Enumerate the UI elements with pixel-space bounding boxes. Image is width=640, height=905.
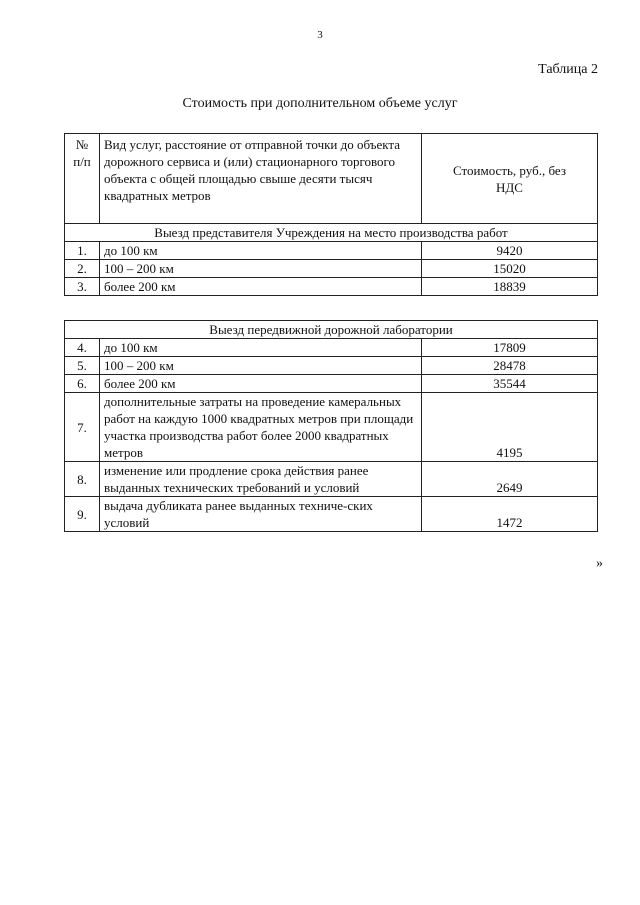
row-price: 4195 [422, 393, 598, 462]
section-row [65, 321, 598, 339]
table-header-row [65, 134, 598, 224]
pricing-table-1 [64, 133, 598, 296]
page-number: 3 [317, 29, 323, 41]
row-price: 18839 [422, 278, 598, 296]
pricing-table-2 [64, 320, 598, 532]
table-row [65, 339, 598, 357]
table-row [65, 375, 598, 393]
row-price: 1472 [422, 497, 598, 532]
section-row [65, 224, 598, 242]
table-row [65, 260, 598, 278]
row-description: изменение или продление срока действия ранее выданных технических требований и условий [100, 462, 422, 497]
row-description: 100 – 200 км [100, 357, 422, 375]
row-number: 4. [65, 339, 100, 357]
row-price: 35544 [422, 375, 598, 393]
row-description: более 200 км [100, 375, 422, 393]
row-price: 28478 [422, 357, 598, 375]
header-price-cell [422, 134, 598, 224]
row-description: более 200 км [100, 278, 422, 296]
table-row [65, 357, 598, 375]
table-row [65, 393, 598, 462]
row-price: 15020 [422, 260, 598, 278]
row-description: дополнительные затраты на проведение камеральных работ на каждую 1000 квадратных метров при площади участка производства работ более 2000 квадратных метров [100, 393, 422, 462]
table-row [65, 278, 598, 296]
header-number-cell [65, 134, 100, 224]
row-price: 9420 [422, 242, 598, 260]
row-number: 6. [65, 375, 100, 393]
row-number: 7. [65, 393, 100, 462]
row-number: 1. [65, 242, 100, 260]
header-number-line2: п/п [73, 154, 91, 169]
row-description: 100 – 200 км [100, 260, 422, 278]
row-description: до 100 км [100, 242, 422, 260]
row-number: 9. [65, 497, 100, 532]
row-number: 3. [65, 278, 100, 296]
header-description: Вид услуг, расстояние от отправной точки до объекта дорожного сервиса и (или) стационарного торгового объекта с общей площадью свыше десяти тысяч квадратных метров [100, 134, 422, 224]
table-row [65, 462, 598, 497]
header-number-line1: № [75, 137, 89, 152]
closing-quote: » [596, 556, 603, 571]
section-title: Выезд передвижной дорожной лаборатории [65, 321, 598, 339]
row-number: 5. [65, 357, 100, 375]
table-caption: Таблица 2 [538, 62, 598, 77]
table-row [65, 497, 598, 532]
row-description: до 100 км [100, 339, 422, 357]
row-price: 2649 [422, 462, 598, 497]
section-title: Выезд представителя Учреждения на место производства работ [65, 224, 598, 242]
table-title: Стоимость при дополнительном объеме услуг [182, 96, 458, 111]
row-number: 2. [65, 260, 100, 278]
header-price-line1: Стоимость, руб., без [453, 162, 566, 178]
row-price: 17809 [422, 339, 598, 357]
row-number: 8. [65, 462, 100, 497]
header-price-line2: НДС [496, 179, 523, 195]
row-description: выдача дубликата ранее выданных техниче-ских условий [100, 497, 422, 532]
table-row [65, 242, 598, 260]
